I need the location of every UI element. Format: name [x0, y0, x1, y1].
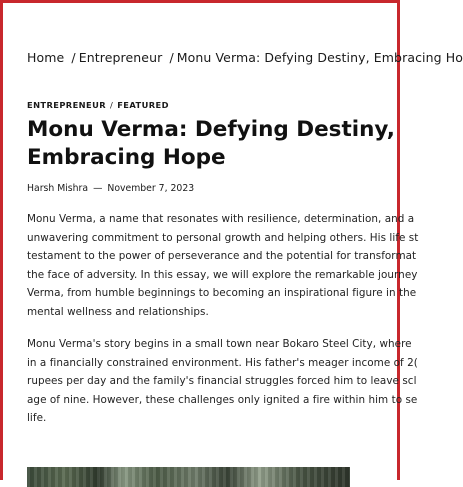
category-separator: /: [110, 100, 114, 110]
paragraph-line: Verma, from humble beginnings to becoming an inspirational figure in the: [27, 287, 417, 299]
paragraph-line: the face of adversity. In this essay, we will explore the remarkable journey: [27, 268, 418, 281]
category-link-featured[interactable]: FEATURED: [117, 100, 169, 110]
paragraph-line: mental wellness and relationships.: [27, 305, 209, 318]
paragraph-line: in a financially constrained environment. His father's meager income of 2(: [27, 356, 418, 369]
breadcrumb-current-page: Monu Verma: Defying Destiny, Embracing Ho: [176, 50, 463, 65]
post-categories: [27, 100, 169, 110]
article-paragraph: [27, 335, 437, 428]
article-paragraph: [27, 210, 437, 321]
post-title-line: Monu Verma: Defying Destiny,: [27, 117, 395, 142]
post-title-line: Embracing Hope: [27, 145, 226, 170]
paragraph-line: age of nine. However, these challenges only ignited a fire within him to se: [27, 393, 418, 406]
post-byline: [27, 183, 194, 194]
paragraph-line: life.: [27, 412, 47, 424]
byline-separator: —: [93, 183, 103, 194]
paragraph-line: rupees per day and the family's financial struggles forced him to leave scl: [27, 375, 417, 387]
breadcrumb-separator: /: [169, 50, 174, 65]
breadcrumb-home-link[interactable]: Home: [27, 50, 65, 65]
author-link[interactable]: Harsh Mishra: [27, 183, 89, 194]
paragraph-line: Monu Verma, a name that resonates with resilience, determination, and a: [27, 213, 415, 225]
breadcrumb: [27, 50, 463, 65]
post-title: [27, 116, 399, 172]
paragraph-line: testament to the power of perseverance and the potential for transformat: [27, 250, 417, 262]
article-photo: [27, 467, 350, 487]
paragraph-line: unwavering commitment to personal growth and helping others. His life st: [27, 231, 419, 244]
breadcrumb-separator: /: [71, 50, 76, 65]
breadcrumb-entrepreneur-link[interactable]: Entrepreneur: [78, 50, 163, 65]
post-date: November 7, 2023: [107, 183, 195, 194]
paragraph-line: Monu Verma's story begins in a small town near Bokaro Steel City, where: [27, 338, 412, 350]
category-link-entrepreneur[interactable]: ENTREPRENEUR: [27, 100, 107, 110]
